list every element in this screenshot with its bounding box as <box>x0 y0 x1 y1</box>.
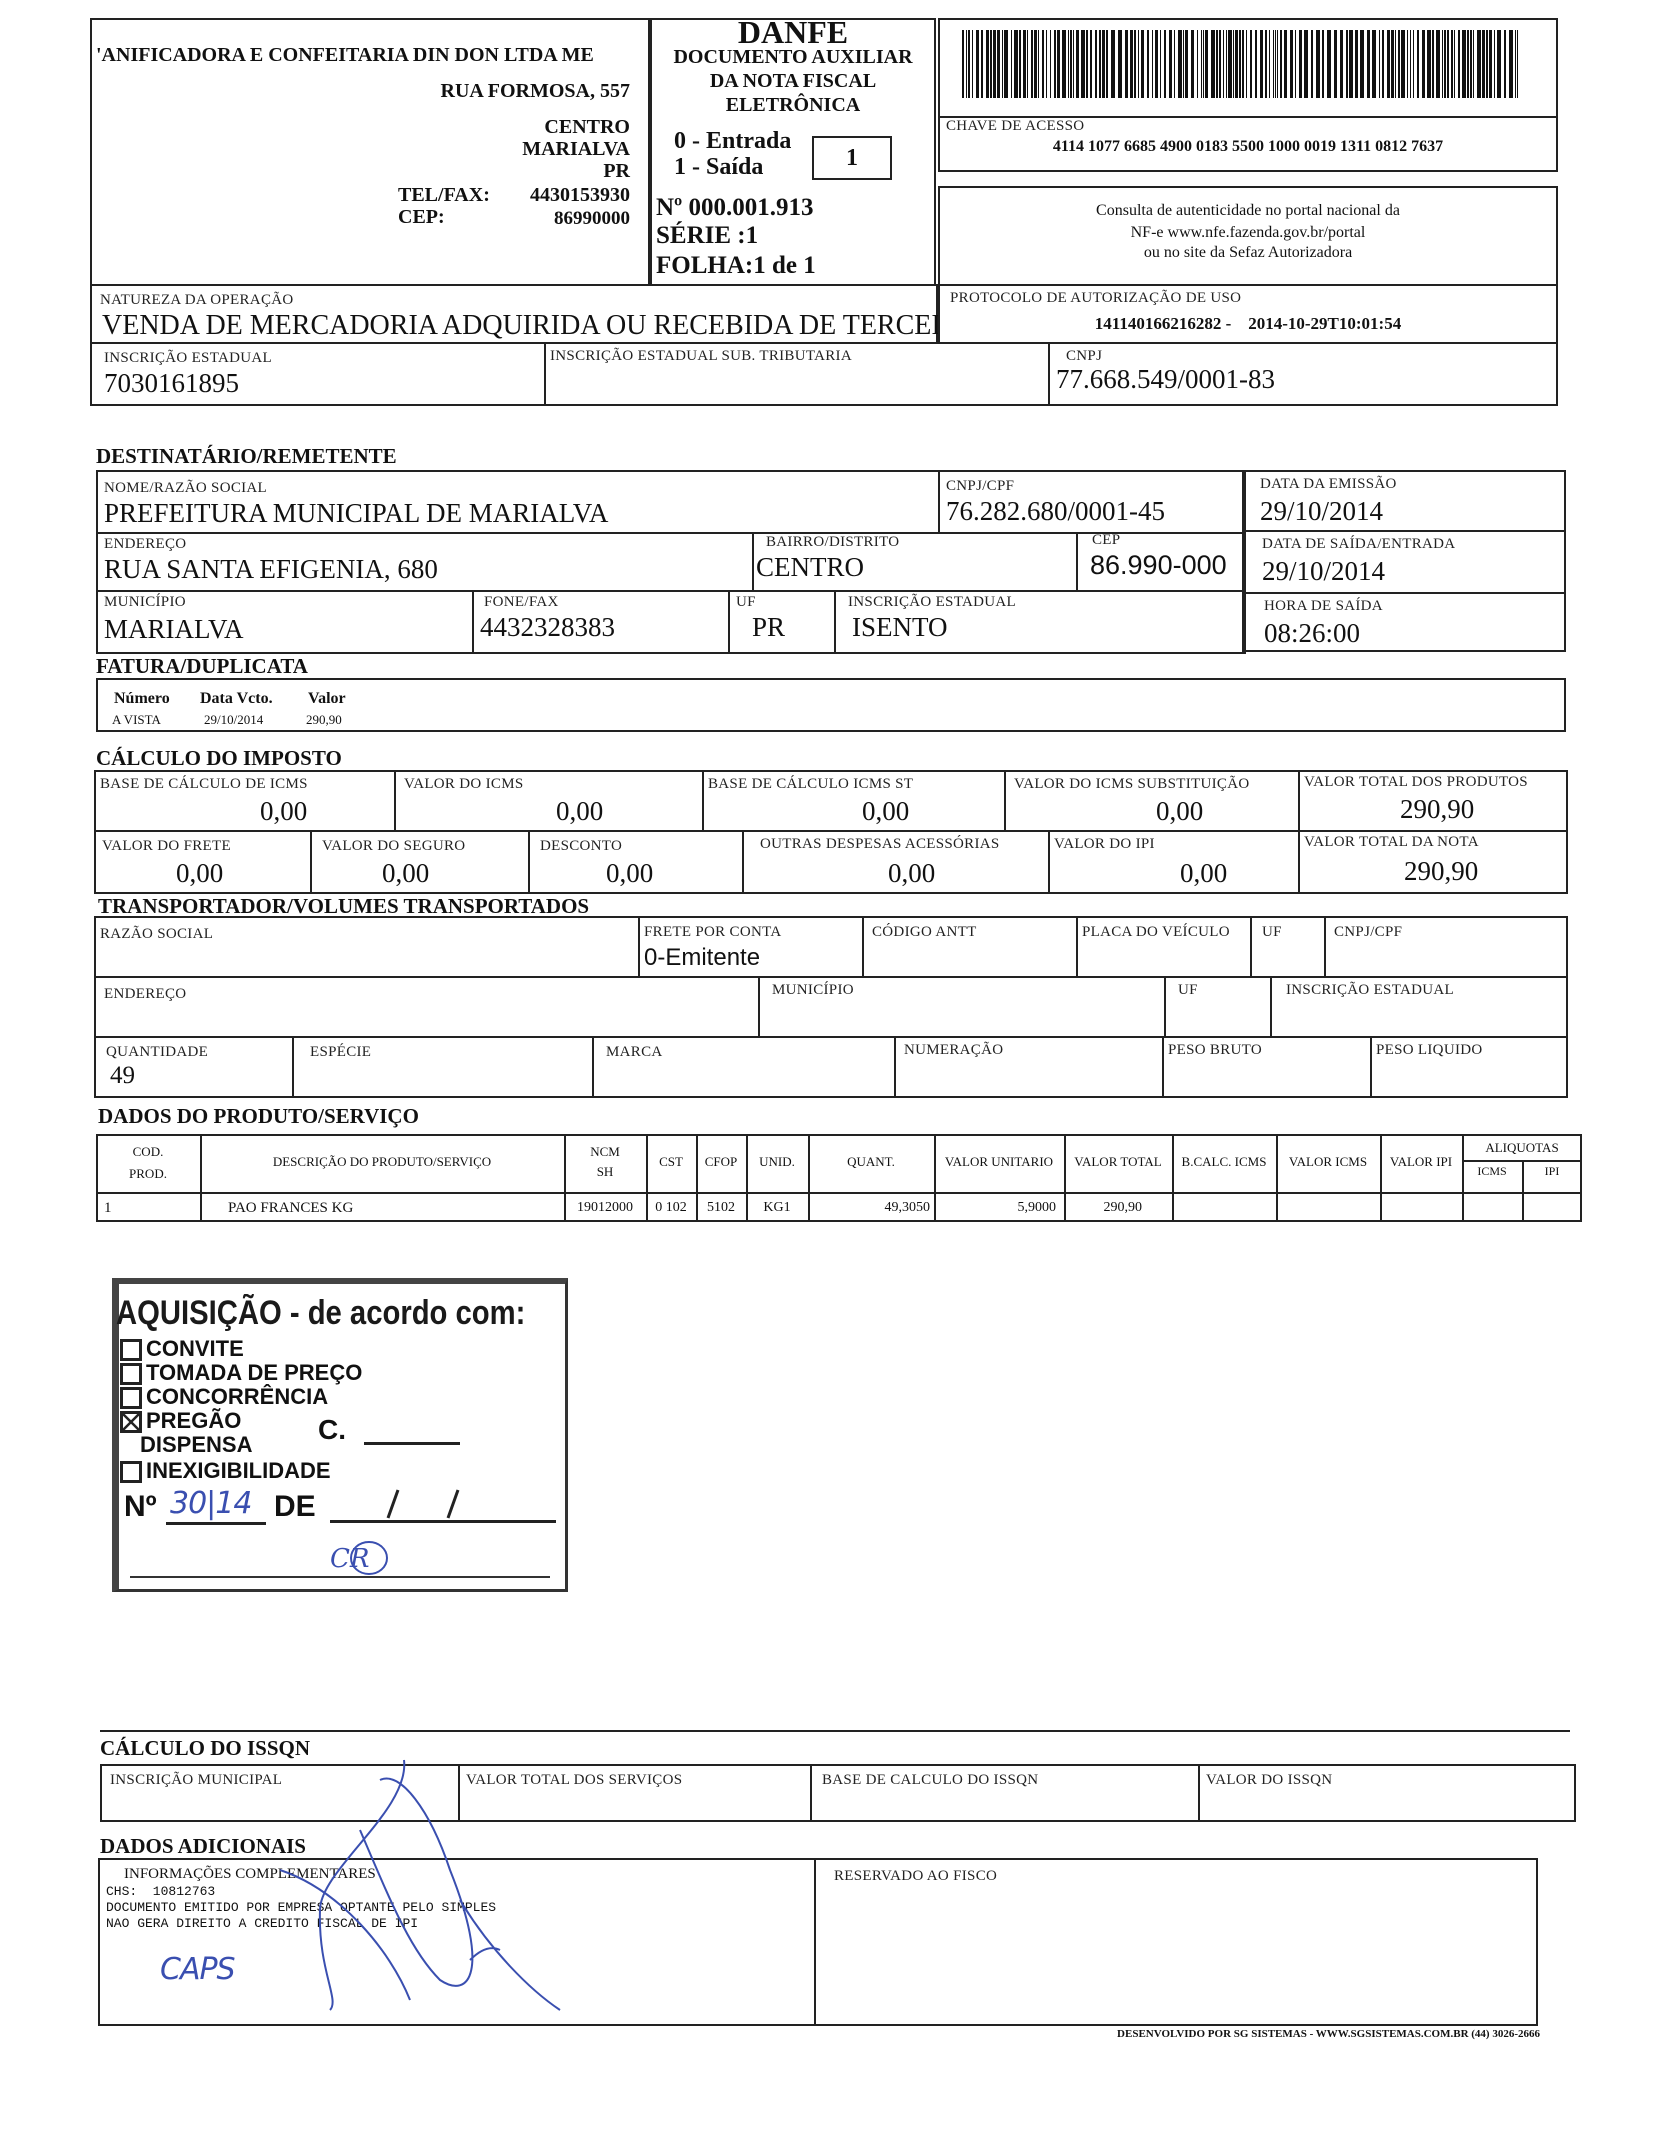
dest-emissao-label: DATA DA EMISSÃO <box>1260 476 1397 492</box>
checkbox-icon <box>120 1363 142 1385</box>
prod-h-ncm1: NCM <box>590 1144 620 1159</box>
stamp-c-line <box>364 1442 460 1445</box>
dest-cep: 86.990-000 <box>1090 550 1227 580</box>
transp-section-title: TRANSPORTADOR/VOLUMES TRANSPORTADOS <box>98 894 590 918</box>
stamp-sign-line <box>130 1576 550 1578</box>
danfe-serie: SÉRIE :1 <box>656 222 759 249</box>
imposto-section-title: CÁLCULO DO IMPOSTO <box>96 746 342 770</box>
stamp-option-convite <box>120 1336 244 1362</box>
ie-value: 7030161895 <box>104 368 239 398</box>
transp-quant-label: QUANTIDADE <box>106 1044 209 1060</box>
chave-label: CHAVE DE ACESSO <box>946 118 1085 134</box>
dest-hora-label: HORA DE SAÍDA <box>1264 598 1383 614</box>
issuer-state: PR <box>603 160 630 182</box>
dest-endereco: RUA SANTA EFIGENIA, 680 <box>104 554 438 584</box>
produtos-section-title: DADOS DO PRODUTO/SERVIÇO <box>98 1104 419 1128</box>
imp-total-nota: 290,90 <box>1404 856 1479 886</box>
ie-divider-2 <box>1048 342 1050 406</box>
stamp-date-slashes <box>330 1482 556 1522</box>
prod-col-9 <box>1172 1134 1174 1222</box>
fatura-valor: 290,90 <box>306 712 342 727</box>
prod-h-quant: QUANT. <box>847 1154 895 1169</box>
fatura-h-data: Data Vcto. <box>200 690 273 707</box>
danfe-numero: Nº 000.001.913 <box>656 194 814 221</box>
adicionais-line2: DOCUMENTO EMITIDO POR EMPRESA OPTANTE PELO SIMPLES <box>106 1900 497 1915</box>
prod-unid: KG1 <box>763 1200 791 1215</box>
imposto-r2-div-3 <box>742 830 744 894</box>
adicionais-div <box>814 1858 816 2026</box>
dest-ie: ISENTO <box>852 612 948 642</box>
transp-box <box>94 916 1568 1098</box>
imp-ipi: 0,00 <box>1180 858 1228 888</box>
transp-div-11 <box>894 1036 896 1098</box>
cnpj-value: 77.668.549/0001-83 <box>1056 364 1275 394</box>
transp-div-5 <box>1324 916 1326 976</box>
stamp-option-inexigibilidade <box>120 1458 331 1484</box>
prod-h-cod2: PROD. <box>129 1166 167 1181</box>
dest-row-line-1 <box>96 532 1246 534</box>
dest-nome: PREFEITURA MUNICIPAL DE MARIALVA <box>104 498 609 528</box>
danfe-line3: ELETRÔNICA <box>725 94 861 116</box>
transp-placa-label: PLACA DO VEÍCULO <box>1082 924 1230 940</box>
prod-h-desc: DESCRIÇÃO DO PRODUTO/SERVIÇO <box>272 1154 492 1169</box>
issuer-name: 'ANIFICADORA E CONFEITARIA DIN DON LTDA ME <box>96 44 594 66</box>
transp-especie-label: ESPÉCIE <box>310 1044 372 1060</box>
issqn-div-2 <box>810 1764 812 1822</box>
imp-desconto: 0,00 <box>606 858 654 888</box>
prod-h-vtotal: VALOR TOTAL <box>1074 1154 1162 1169</box>
transp-div-10 <box>592 1036 594 1098</box>
prod-h-aliq: ALIQUOTAS <box>1485 1140 1559 1155</box>
stamp-num-handwritten: 30|14 <box>170 1486 252 1521</box>
dest-uf: PR <box>752 612 786 642</box>
issuer-street: RUA FORMOSA, 557 <box>440 80 630 102</box>
transp-div-2 <box>862 916 864 976</box>
transp-row-line-1 <box>94 976 1568 978</box>
imposto-r2-div-2 <box>528 830 530 894</box>
danfe-tipo-box: 1 <box>812 136 892 180</box>
chave-value: 4114 1077 6685 4900 0183 5500 1000 0019 1311 0812 7637 <box>1052 138 1444 155</box>
danfe-saida: 1 - Saída <box>674 154 764 180</box>
transp-liquido-label: PESO LIQUIDO <box>1376 1042 1483 1058</box>
issqn-vts-label: VALOR TOTAL DOS SERVIÇOS <box>466 1772 683 1788</box>
danfe-line1: DOCUMENTO AUXILIAR <box>673 46 913 68</box>
dest-ie-label: INSCRIÇÃO ESTADUAL <box>848 594 1016 610</box>
imp-outras: 0,00 <box>888 858 936 888</box>
stamp-de: DE <box>274 1490 316 1523</box>
transp-div-9 <box>292 1036 294 1098</box>
prod-h-cod1: COD. <box>132 1144 164 1159</box>
issuer-city: MARIALVA <box>522 138 630 160</box>
imp-bc-st: 0,00 <box>862 796 910 826</box>
fatura-section-title: FATURA/DUPLICATA <box>96 654 308 678</box>
stamp-num-line <box>166 1522 266 1525</box>
transp-div-3 <box>1076 916 1078 976</box>
stamp-num-prefix: Nº <box>124 1490 157 1523</box>
imp-total-prod-label: VALOR TOTAL DOS PRODUTOS <box>1304 774 1528 790</box>
stamp-rubric-circle <box>346 1538 392 1578</box>
dest-row-line-2 <box>96 590 1246 592</box>
stamp-opt-label: INEXIGIBILIDADE <box>146 1458 331 1483</box>
issqn-top-line <box>100 1730 1570 1732</box>
prod-h-ncm2: SH <box>596 1164 614 1179</box>
prod-h-vunit: VALOR UNITARIO <box>944 1154 1054 1169</box>
stamp-opt-label: CONVITE <box>146 1336 244 1361</box>
prod-col-10 <box>1276 1134 1278 1222</box>
prod-h-vipi: VALOR IPI <box>1389 1154 1453 1169</box>
prod-quant: 49,3050 <box>884 1200 930 1215</box>
issqn-valor-label: VALOR DO ISSQN <box>1206 1772 1333 1788</box>
dest-col-line-5 <box>472 590 474 654</box>
transp-div-7 <box>1164 976 1166 1036</box>
natureza-label: NATUREZA DA OPERAÇÃO <box>100 292 294 308</box>
prod-cod: 1 <box>104 1200 112 1216</box>
stamp-opt-label: DISPENSA <box>140 1432 253 1457</box>
dest-saida-label: DATA DE SAÍDA/ENTRADA <box>1262 536 1456 552</box>
dest-municipio: MARIALVA <box>104 614 244 644</box>
transp-marca-label: MARCA <box>606 1044 663 1060</box>
dest-nome-label: NOME/RAZÃO SOCIAL <box>104 480 268 496</box>
dest-cnpj-label: CNPJ/CPF <box>946 478 1015 494</box>
imp-icms: 0,00 <box>556 796 604 826</box>
imp-total-nota-label: VALOR TOTAL DA NOTA <box>1304 834 1479 850</box>
transp-numeracao-label: NUMERAÇÃO <box>904 1042 1004 1058</box>
issuer-tel: 4430153930 <box>530 184 630 206</box>
adicionais-info-label: INFORMAÇÕES COMPLEMENTARES <box>124 1866 376 1882</box>
transp-uf2-label: UF <box>1178 982 1198 998</box>
prod-col-1 <box>200 1134 202 1222</box>
stamp-opt-label: PREGÃO <box>146 1408 242 1433</box>
transp-row-line-2 <box>94 1036 1568 1038</box>
imposto-r2-div-1 <box>310 830 312 894</box>
prod-vtotal: 290,90 <box>1103 1200 1142 1215</box>
handwritten-signature <box>260 1750 580 2020</box>
barcode <box>962 30 1522 100</box>
transp-quant: 49 <box>110 1062 135 1089</box>
imp-icms-st: 0,00 <box>1156 796 1204 826</box>
dest-saida: 29/10/2014 <box>1262 556 1386 586</box>
prod-col-11 <box>1380 1134 1382 1222</box>
produtos-header-line <box>96 1192 1582 1194</box>
dest-col-line-3 <box>752 532 754 590</box>
transp-bruto-label: PESO BRUTO <box>1168 1042 1262 1058</box>
issqn-base-label: BASE DE CALCULO DO ISSQN <box>822 1772 1039 1788</box>
issuer-tel-label: TEL/FAX: <box>398 184 490 206</box>
dest-col-line-4 <box>1076 532 1078 590</box>
checkbox-icon <box>120 1339 142 1361</box>
dates-row-line-2 <box>1242 592 1566 594</box>
stamp-rubric: CR <box>330 1544 370 1574</box>
dest-uf-label: UF <box>736 594 756 610</box>
fatura-numero: A VISTA <box>112 712 161 727</box>
dest-fone: 4432328383 <box>480 612 615 642</box>
imposto-row-line <box>94 830 1568 832</box>
fatura-h-valor: Valor <box>308 690 346 707</box>
checked-box-icon <box>120 1411 142 1433</box>
transp-div-8 <box>1270 976 1272 1036</box>
fisco-label: RESERVADO AO FISCO <box>834 1868 998 1884</box>
dest-col-line-6 <box>728 590 730 654</box>
danfe-line2: DA NOTA FISCAL <box>709 70 877 92</box>
imp-ipi-label: VALOR DO IPI <box>1054 836 1155 852</box>
consulta-line3: ou no site da Sefaz Autorizadora <box>1143 244 1353 261</box>
issuer-cep: 86990000 <box>554 208 630 229</box>
stamp-pregao-c: C. <box>318 1414 346 1445</box>
dest-municipio-label: MUNICÍPIO <box>104 594 186 610</box>
dest-bairro: CENTRO <box>756 552 864 582</box>
prod-cfop: 5102 <box>707 1200 735 1215</box>
transp-div-4 <box>1250 916 1252 976</box>
transp-endereco-label: ENDEREÇO <box>104 986 187 1002</box>
prod-h-aipi: IPI <box>1544 1164 1560 1178</box>
transp-div-13 <box>1370 1036 1372 1098</box>
dest-cep-label: CEP <box>1092 532 1121 548</box>
protocolo-label: PROTOCOLO DE AUTORIZAÇÃO DE USO <box>950 290 1242 306</box>
dest-col-line-1 <box>938 470 940 532</box>
prod-vunit: 5,9000 <box>1017 1200 1056 1215</box>
prod-h-aicms: ICMS <box>1477 1164 1507 1178</box>
prod-cst: 0 102 <box>655 1200 687 1215</box>
dest-cnpj: 76.282.680/0001-45 <box>946 496 1165 526</box>
imposto-r2-div-4 <box>1048 830 1050 894</box>
imp-total-prod: 290,90 <box>1400 794 1475 824</box>
imp-bc-st-label: BASE DE CÁLCULO ICMS ST <box>708 776 914 792</box>
adicionais-line1: CHS: 10812763 <box>106 1884 216 1899</box>
imposto-r1-div-4 <box>1298 770 1300 894</box>
imp-seguro: 0,00 <box>382 858 430 888</box>
imp-desconto-label: DESCONTO <box>540 838 623 854</box>
dest-endereco-label: ENDEREÇO <box>104 536 187 552</box>
stamp-option-dispensa <box>120 1432 252 1458</box>
transp-div-1 <box>638 916 640 976</box>
prod-h-cst: CST <box>659 1154 683 1169</box>
prod-ncm: 19012000 <box>577 1200 633 1215</box>
issuer-cep-label: CEP: <box>398 206 445 228</box>
stamp-option-tomada <box>120 1360 362 1386</box>
prod-h-bcalc: B.CALC. ICMS <box>1181 1154 1267 1169</box>
adicionais-handwritten: CAPS <box>160 1952 235 1987</box>
spacer <box>120 1438 136 1454</box>
dest-emissao: 29/10/2014 <box>1260 496 1384 526</box>
imp-outras-label: OUTRAS DESPESAS ACESSÓRIAS <box>760 836 1000 852</box>
footer-credit: DESENVOLVIDO POR SG SISTEMAS - WWW.SGSISTEMAS.COM.BR (44) 3026-2666 <box>1117 2028 1540 2040</box>
imposto-r1-div-1 <box>394 770 396 830</box>
ie-st-label: INSCRIÇÃO ESTADUAL SUB. TRIBUTARIA <box>550 348 852 364</box>
transp-cnpj-label: CNPJ/CPF <box>1334 924 1403 940</box>
imp-frete: 0,00 <box>176 858 224 888</box>
dest-bairro-label: BAIRRO/DISTRITO <box>766 534 900 550</box>
dest-hora: 08:26:00 <box>1264 618 1361 648</box>
imp-frete-label: VALOR DO FRETE <box>102 838 231 854</box>
adicionais-section-title: DADOS ADICIONAIS <box>100 1834 306 1858</box>
transp-uf-label: UF <box>1262 924 1282 940</box>
fatura-h-numero: Número <box>114 690 170 707</box>
transp-frete-label: FRETE POR CONTA <box>644 924 782 940</box>
consulta-line1: Consulta de autenticidade no portal nacional da <box>1096 202 1400 219</box>
stamp-option-concorrencia <box>120 1384 328 1410</box>
transp-ie-label: INSCRIÇÃO ESTADUAL <box>1286 982 1454 998</box>
transp-antt-label: CÓDIGO ANTT <box>872 924 977 940</box>
stamp-opt-label: TOMADA DE PREÇO <box>146 1360 363 1385</box>
imposto-r1-div-3 <box>1004 770 1006 830</box>
consulta-line2: NF-e www.nfe.fazenda.gov.br/portal <box>1130 224 1366 241</box>
issqn-im-label: INSCRIÇÃO MUNICIPAL <box>110 1772 283 1788</box>
transp-razao-label: RAZÃO SOCIAL <box>100 926 214 942</box>
prod-h-cfop: CFOP <box>704 1154 738 1169</box>
stamp-title: AQUISIÇÃO - de acordo com: <box>116 1294 526 1332</box>
transp-div-6 <box>758 976 760 1036</box>
danfe-folha: FOLHA:1 de 1 <box>656 252 816 279</box>
imp-bc-icms-label: BASE DE CÁLCULO DE ICMS <box>100 776 308 792</box>
adicionais-line3: NAO GERA DIREITO A CREDITO FISCAL DE IPI <box>106 1916 419 1931</box>
fatura-data: 29/10/2014 <box>204 712 264 727</box>
prod-h-unid: UNID. <box>759 1154 795 1169</box>
stamp-option-pregao <box>120 1408 241 1434</box>
cnpj-label: CNPJ <box>1066 348 1103 364</box>
imposto-r1-div-2 <box>702 770 704 830</box>
protocolo-value: 141140166216282 - 2014-10-29T10:01:54 <box>1094 314 1402 333</box>
dates-row-line-1 <box>1242 530 1566 532</box>
dest-section-title: DESTINATÁRIO/REMETENTE <box>96 444 397 468</box>
transp-municipio-label: MUNICÍPIO <box>772 982 854 998</box>
checkbox-icon <box>120 1387 142 1409</box>
prod-h-vicms: VALOR ICMS <box>1288 1154 1368 1169</box>
prod-desc: PAO FRANCES KG <box>228 1200 354 1216</box>
dest-col-line-7 <box>834 590 836 654</box>
ie-divider-1 <box>544 342 546 406</box>
imp-icms-st-label: VALOR DO ICMS SUBSTITUIÇÃO <box>1014 776 1250 792</box>
issuer-district: CENTRO <box>544 116 630 138</box>
checkbox-icon <box>120 1461 142 1483</box>
issqn-div-3 <box>1198 1764 1200 1822</box>
stamp-opt-label: CONCORRÊNCIA <box>146 1384 329 1409</box>
ie-label: INSCRIÇÃO ESTADUAL <box>104 350 272 366</box>
danfe-title: DANFE <box>737 14 849 50</box>
transp-frete: 0-Emitente <box>644 944 761 971</box>
natureza-value: VENDA DE MERCADORIA ADQUIRIDA OU RECEBIDA DE TERCEI <box>102 310 941 341</box>
imp-bc-icms: 0,00 <box>260 796 308 826</box>
imp-seguro-label: VALOR DO SEGURO <box>322 838 466 854</box>
issqn-section-title: CÁLCULO DO ISSQN <box>100 1736 311 1760</box>
dest-fone-label: FONE/FAX <box>484 594 559 610</box>
imp-icms-label: VALOR DO ICMS <box>404 776 524 792</box>
transp-div-12 <box>1162 1036 1164 1098</box>
danfe-entrada: 0 - Entrada <box>674 128 792 154</box>
